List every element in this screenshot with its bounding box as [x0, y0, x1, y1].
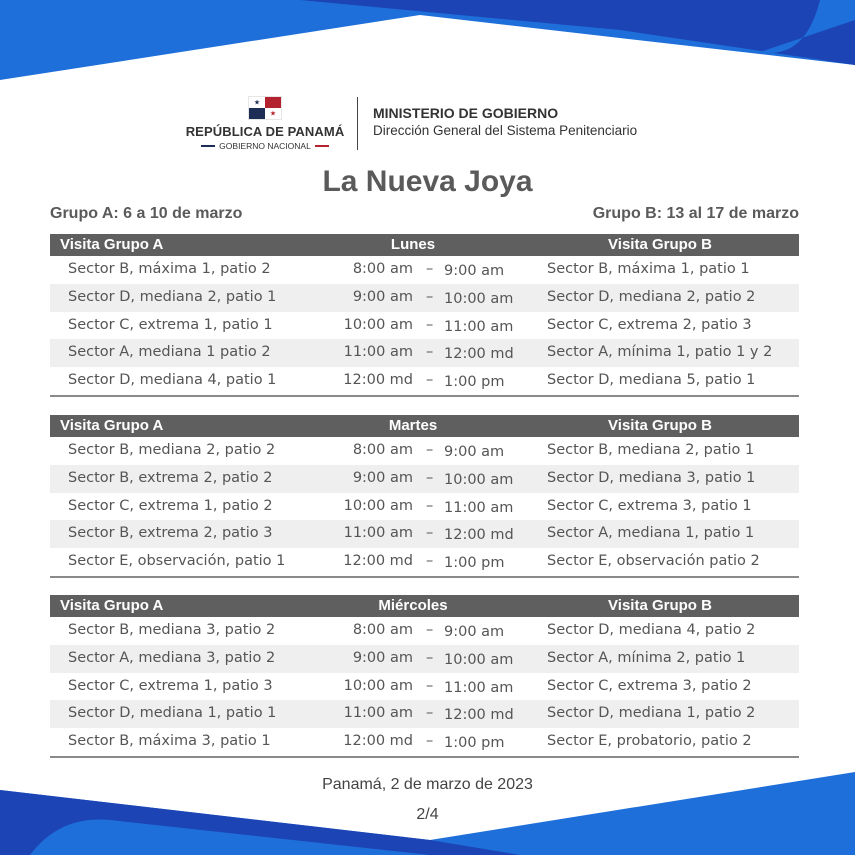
cell-text: 10:00 am: [343, 497, 413, 514]
cell-text: 9:00 am: [444, 263, 505, 279]
table-bottom-rule: [50, 756, 799, 758]
cell-text: –: [426, 469, 434, 486]
cell-text: 12:00 md: [343, 372, 413, 389]
table-row: [50, 617, 799, 645]
cell-text: –: [426, 442, 434, 458]
government-logo: [180, 96, 350, 151]
cell-text: 1:00 pm: [444, 555, 505, 572]
table-row: [50, 465, 799, 493]
cell-text: –: [426, 525, 434, 542]
cell-text: Sector D, mediana 4, patio 1: [68, 372, 277, 389]
table-bottom-rule: [50, 576, 799, 578]
cell-text: Sector B, mediana 2, patio 1: [547, 442, 755, 458]
schedule-table-martes: [50, 415, 799, 578]
table-row: [50, 339, 799, 367]
table-header: [50, 415, 799, 437]
cell-text: Sector A, mediana 3, patio 2: [68, 649, 276, 666]
cell-text: Sector C, extrema 1, patio 2: [68, 497, 273, 514]
cell-text: –: [426, 261, 434, 277]
cell-text: –: [426, 733, 434, 750]
cell-text: Sector D, mediana 3, patio 1: [547, 469, 756, 486]
cell-text: 12:00 md: [444, 527, 514, 544]
cell-text: Sector B, mediana 2, patio 2: [68, 442, 276, 458]
cell-text: 10:00 am: [444, 290, 514, 307]
cell-text: –: [426, 553, 434, 570]
table-row: [50, 256, 799, 284]
header-divider: [357, 97, 358, 150]
cell-text: 10:00 am: [343, 677, 413, 694]
cell-text: 9:00 am: [352, 469, 413, 486]
schedule-table-lunes: [50, 234, 799, 397]
cell-text: Sector B, extrema 2, patio 3: [68, 525, 273, 542]
cell-text: Sector E, observación, patio 1: [68, 553, 286, 570]
cell-text: Visita Grupo A: [60, 597, 164, 614]
cell-text: Visita Grupo B: [608, 597, 712, 614]
table-row: [50, 673, 799, 701]
table-row: [50, 548, 799, 576]
cell-text: 1:00 pm: [444, 374, 505, 391]
cell-text: Sector D, mediana 1, patio 2: [547, 705, 756, 722]
cell-text: –: [426, 705, 434, 722]
cell-text: 9:00 am: [352, 288, 413, 305]
table-row: [50, 728, 799, 756]
cell-text: –: [426, 622, 434, 638]
cell-text: –: [426, 677, 434, 694]
cell-text: 11:00 am: [444, 679, 514, 696]
cell-text: GOBIERNO NACIONAL: [219, 141, 311, 151]
table-row: [50, 284, 799, 312]
cell-text: 12:00 md: [444, 707, 514, 724]
table-row: [50, 367, 799, 395]
cell-text: 10:00 am: [444, 651, 514, 668]
cell-text: Visita Grupo A: [60, 236, 164, 253]
table-row: [50, 645, 799, 673]
cell-text: Sector C, extrema 3, patio 2: [547, 677, 752, 694]
cell-text: Sector B, extrema 2, patio 2: [68, 469, 273, 486]
footer-date: Panamá, 2 de marzo de 2023: [322, 776, 533, 793]
cell-text: Sector A, mediana 1 patio 2: [68, 344, 271, 361]
cell-text: 11:00 am: [343, 705, 413, 722]
cell-text: 8:00 am: [352, 622, 413, 638]
cell-text: Sector A, mínima 2, patio 1: [547, 649, 746, 666]
day-label: Martes: [388, 417, 438, 434]
cell-text: Sector A, mínima 1, patio 1 y 2: [547, 344, 773, 361]
table-header: [50, 234, 799, 256]
cell-text: Visita Grupo B: [608, 236, 712, 253]
day-label: Miércoles: [378, 597, 448, 614]
cell-text: Sector D, mediana 5, patio 1: [547, 372, 756, 389]
cell-text: –: [426, 316, 434, 333]
cell-text: 11:00 am: [444, 318, 514, 335]
schedule-table-miercoles: [50, 595, 799, 758]
country-name: REPÚBLICA DE PANAMÁ: [185, 124, 345, 139]
cell-text: Sector C, extrema 1, patio 1: [68, 316, 273, 333]
table-row: [50, 312, 799, 340]
cell-text: –: [426, 497, 434, 514]
cell-text: 1:00 pm: [444, 735, 505, 752]
cell-text: 10:00 am: [444, 471, 514, 488]
page-title: La Nueva Joya: [322, 165, 533, 198]
cell-text: 11:00 am: [444, 499, 514, 516]
panama-flag-icon: ★ ★: [248, 96, 282, 120]
cell-text: Sector B, máxima 1, patio 1: [547, 261, 750, 277]
cell-text: 9:00 am: [444, 444, 505, 460]
cell-text: Sector D, mediana 2, patio 2: [547, 288, 756, 305]
cell-text: Sector B, máxima 3, patio 1: [68, 733, 271, 750]
cell-text: 12:00 md: [343, 553, 413, 570]
cell-text: 8:00 am: [352, 442, 413, 458]
cell-text: Sector B, máxima 1, patio 2: [68, 261, 271, 277]
table-row: [50, 493, 799, 521]
cell-text: Sector E, probatorio, patio 2: [547, 733, 752, 750]
table-header: [50, 595, 799, 617]
cell-text: –: [426, 649, 434, 666]
cell-text: 12:00 md: [444, 346, 514, 363]
table-bottom-rule: [50, 395, 799, 397]
direction-name: Dirección General del Sistema Penitenciario: [373, 123, 638, 138]
cell-text: Sector D, mediana 1, patio 1: [68, 705, 277, 722]
group-b-dates: Grupo B: 13 al 17 de marzo: [592, 205, 799, 222]
cell-text: Visita Grupo B: [608, 417, 712, 434]
cell-text: –: [426, 344, 434, 361]
cell-text: 10:00 am: [343, 316, 413, 333]
ministry-name: MINISTERIO DE GOBIERNO: [373, 105, 559, 121]
cell-text: –: [426, 288, 434, 305]
cell-text: Sector A, mediana 1, patio 1: [547, 525, 755, 542]
government-label: [180, 141, 350, 151]
cell-text: Visita Grupo A: [60, 417, 164, 434]
table-row: [50, 520, 799, 548]
cell-text: Sector C, extrema 3, patio 1: [547, 497, 752, 514]
cell-text: 12:00 md: [343, 733, 413, 750]
cell-text: 11:00 am: [343, 344, 413, 361]
cell-text: 9:00 am: [352, 649, 413, 666]
page-number: 2/4: [416, 806, 439, 823]
cell-text: Sector C, extrema 2, patio 3: [547, 316, 752, 333]
cell-text: 8:00 am: [352, 261, 413, 277]
day-label: Lunes: [390, 236, 436, 253]
cell-text: 9:00 am: [444, 624, 505, 640]
cell-text: Sector E, observación patio 2: [547, 553, 760, 570]
cell-text: Sector D, mediana 2, patio 1: [68, 288, 277, 305]
cell-text: 11:00 am: [343, 525, 413, 542]
cell-text: –: [426, 372, 434, 389]
cell-text: Sector B, mediana 3, patio 2: [68, 622, 276, 638]
cell-text: Sector C, extrema 1, patio 3: [68, 677, 273, 694]
group-a-dates: Grupo A: 6 a 10 de marzo: [50, 205, 243, 222]
table-row: [50, 700, 799, 728]
ministry-block: [373, 105, 637, 138]
table-row: [50, 437, 799, 465]
cell-text: Sector D, mediana 4, patio 2: [547, 622, 756, 638]
